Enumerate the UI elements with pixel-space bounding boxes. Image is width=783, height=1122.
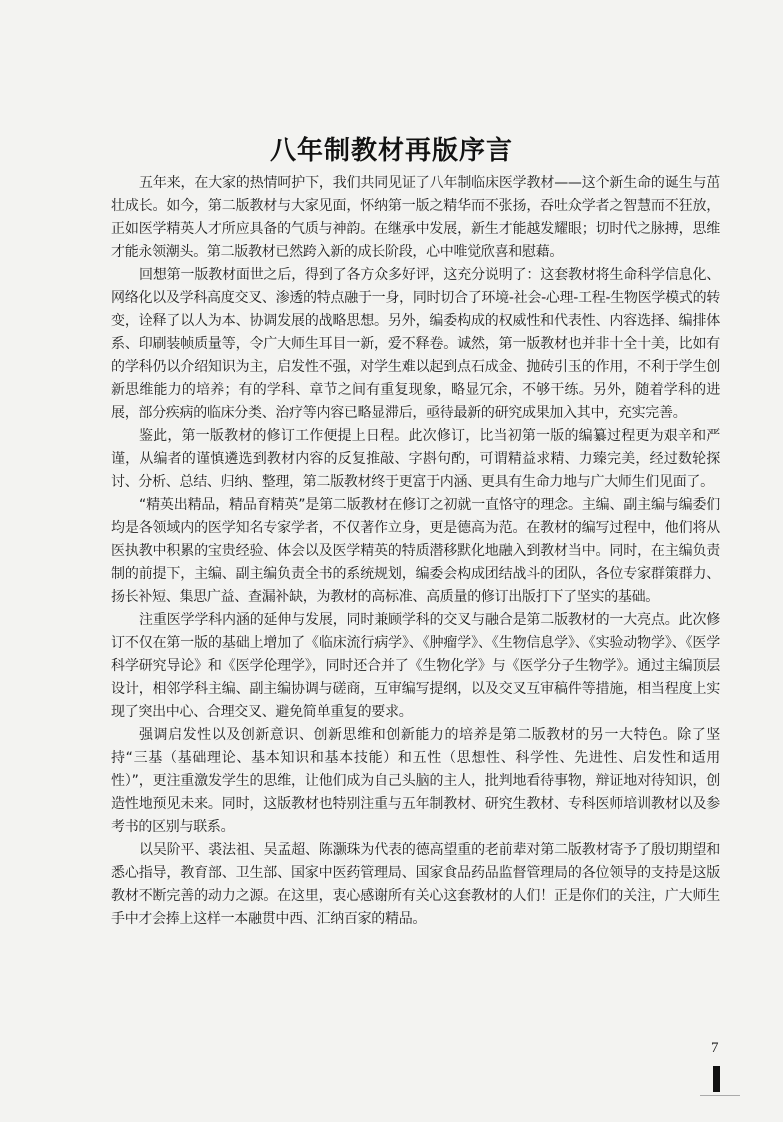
page-number: 7: [711, 1040, 719, 1056]
preface-body: [111, 172, 720, 931]
paragraph: 五年来，在大家的热情呵护下，我们共同见证了八年制临床医学教材——这个新生命的诞生与茁壮成长。如今，第二版教材与大家见面，怀纳第一版之精华而不张扬，吞吐众学者之智慧而不狂放，正如医学精英人才所应具备的气质与神韵。在继承中发展，新生才能越发耀眼；切时代之脉搏，思维才能永领潮头。第二版教材已然跨入新的成长阶段，心中唯觉欣喜和慰藉。: [111, 175, 720, 260]
paragraph: 回想第一版教材面世之后，得到了各方众多好评，这充分说明了：这套教材将生命科学信息化、网络化以及学科高度交叉、渗透的特点融于一身，同时切合了环境-社会-心理-工程-生物医学模式的转变，诠释了以人为本、协调发展的战略思想。另外，编委构成的权威性和代表性、内容选择、编排体系、印刷装帧质量等，令广大师生耳目一新，爱不释卷。诚然，第一版教材也并非十全十美，比如有的学科仍以介绍知识为主，启发性不强，对学生难以起到点石成金、抛砖引玉的作用，不利于学生创新思维能力的培养；有的学科、章节之间有重复现象，略显冗余，不够干练。另外，随着学科的进展，部分疾病的临床分类、治疗等内容已略显滞后，亟待最新的研究成果加入其中，充实完善。: [111, 267, 720, 421]
page-edge-marker: [713, 1066, 720, 1092]
paragraph: 鉴此，第一版教材的修订工作便提上日程。此次修订，比当初第一版的编纂过程更为艰辛和严谨，从编者的谨慎遴选到教材内容的反复推敲、字斟句酌，可谓精益求精、力臻完美，经过数轮探讨、分析、总结、归纳、整理，第二版教材终于更富于内涵、更具有生命力地与广大师生们见面了。: [111, 428, 720, 490]
paragraph: “精英出精品，精品育精英”是第二版教材在修订之初就一直恪守的理念。主编、副主编与编委们均是各领域内的医学知名专家学者，不仅著作立身，更是德高为范。在教材的编写过程中，他们将从医执教中积累的宝贵经验、体会以及医学精英的特质潜移默化地融入到教材当中。同时，在主编负责制的前提下，主编、副主编负责全书的系统规划，编委会构成团结战斗的团队，各位专家群策群力、扬长补短、集思广益、查漏补缺，为教材的高标准、高质量的修订出版打下了坚实的基础。: [111, 497, 720, 605]
paragraph: 以吴阶平、裘法祖、吴孟超、陈灏珠为代表的德高望重的老前辈对第二版教材寄予了殷切期望和悉心指导，教育部、卫生部、国家中医药管理局、国家食品药品监督管理局的各位领导的支持是这版教材不断完善的动力之源。在这里，衷心感谢所有关心这套教材的人们！正是你们的关注，广大师生手中才会捧上这样一本融贯中西、汇纳百家的精品。: [111, 842, 720, 927]
paragraph: 强调启发性以及创新意识、创新思维和创新能力的培养是第二版教材的另一大特色。除了坚持“三基（基础理论、基本知识和基本技能）和五性（思想性、科学性、先进性、启发性和适用性）”，更注重激发学生的思维，让他们成为自己头脑的主人，批判地看待事物，辩证地对待知识，创造性地预见未来。同时，这版教材也特别注重与五年制教材、研究生教材、专科医师培训教材以及参考书的区别与联系。: [111, 727, 720, 835]
footer-rule: [700, 1095, 740, 1096]
paragraph: 注重医学学科内涵的延伸与发展，同时兼顾学科的交叉与融合是第二版教材的一大亮点。此次修订不仅在第一版的基础上增加了《临床流行病学》、《肿瘤学》、《生物信息学》、《实验动物学》、《医学科学研究导论》和《医学伦理学》，同时还合并了《生物化学》与《医学分子生物学》。通过主编顶层设计，相邻学科主编、副主编协调与磋商，互审编写提纲，以及交叉互审稿件等措施，相当程度上实现了突出中心、合理交叉、避免简单重复的要求。: [111, 612, 720, 720]
page-title: 八年制教材再版序言: [269, 136, 513, 166]
